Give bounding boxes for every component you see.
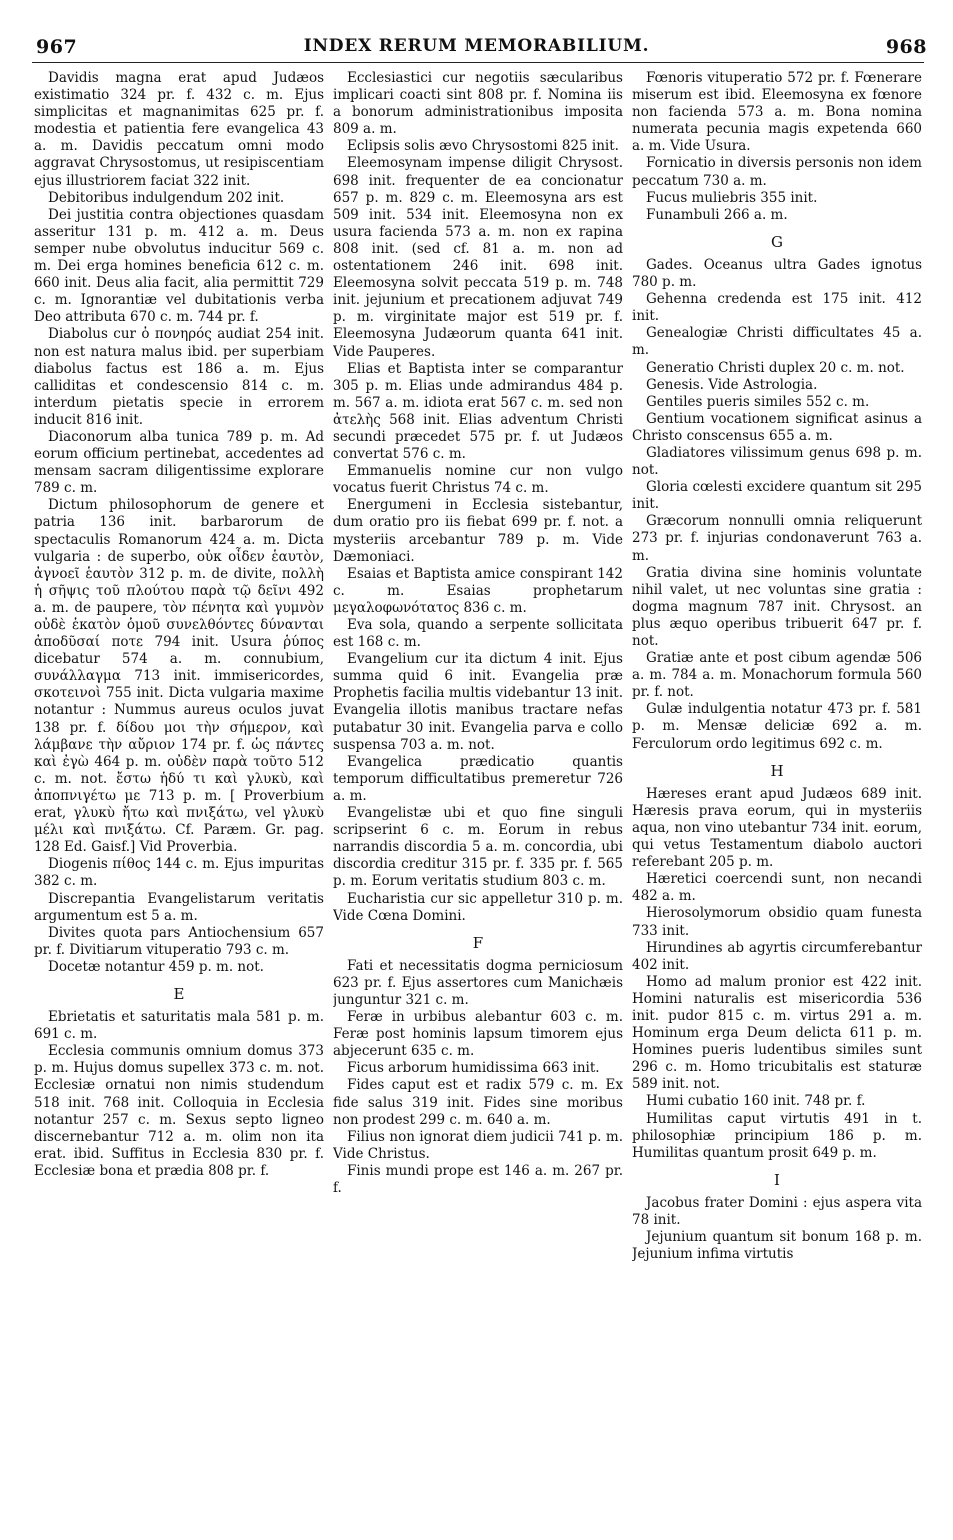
index-entry: Dictum philosophorum de genere et patria 136 init. barbarorum de spectaculis Romanorum 424 a. m. Dicta vulgaria : de superbo, οὐκ οἶδεν ἑαυτὸν, ἀγνοεῖ ἑαυτὸν 312 p. m. de divite, πολλὴ ἡ σῆψις τοῦ πλούτου παρὰ τῷ δεῖνι 492 a. m. de paupere, τὸν πένητα καὶ γυμνὸν οὐδὲ ἑκατὸν ὁμοῦ συνελθόντες δύνανται ἀποδῦσαί ποτε 794 init. Usura ῥύπος dicebatur 574 a. m. connubium, συνάλλαγμα 713 init. immisericordes, σκοτεινοὶ 755 init. Dicta vulgaria maxime notantur : Nummus aureus oculos juvat 138 pr. f. δίδου μοι τὴν σήμερον, καὶ λάμβανε τὴν αὔριον 174 pr. f. ὡς πάντες καὶ ἐγὼ 464 p. m. οὐδὲν παρὰ τοῦτο 512 c. m. not. ἔστω ἡδύ τι καὶ γλυκὺ, καὶ ἀποπνιγέτω με 713 p. m. [ Proverbium erat, γλυκὺ ἤτω καὶ πνιξάτω, vel γλυκὺ μέλι καὶ πνιξάτω. Cf. Paræm. Gr. pag. 128 Ed. Gaisf.] Vid Proverbia. — [34, 497, 324, 856]
index-entry: Esaias et Baptista amice conspirant 142 c. m. Esaias prophetarum μεγαλοφωνότατος 836 c. m. — [333, 565, 623, 616]
index-entry: Elias et Baptista inter se comparantur 305 p. m. Elias unde admirandus 484 p. m. 567 a. m. idiota erat 567 c. m. sed non ἀτελὴς 568 init. Elias adventum Christi secundi præcedet 575 pr. f. ut Judæos convertat 576 c. m. — [333, 360, 623, 463]
index-entry: Hierosolymorum obsidio quam funesta 733 init. — [632, 905, 922, 939]
index-column-1 — [34, 70, 324, 1532]
index-entry: Ficus arborum humidissima 663 init. — [347, 1060, 600, 1077]
index-entry: Diabolus cur ὁ πονηρός audiat 254 init. non est natura malus ibid. per superbiam diabolus factus est 186 a. m. Ejus calliditas et condescensio 814 c. m. interdum pietatis specie in errorem inducit 816 init. — [34, 326, 324, 428]
index-entry: Finis mundi prope est 146 a. m. 267 pr. f. — [333, 1162, 623, 1196]
index-entry: Diogenis πίθος 144 c. m. Ejus impuritas 382 c. m. — [34, 856, 324, 890]
index-entry: Diaconorum alba tunica 789 p. m. Ad eorum officium pertinebat, accedentes ad mensam sacram diligentissime explorare 789 c. m. — [34, 428, 324, 497]
index-entry: Funambuli 266 a. m. — [646, 206, 788, 223]
index-entry: Fœnoris vituperatio 572 pr. f. Fœnerare miserum est ibid. Eleemosyna ex fœnore non facienda 573 a. m. Bona nomina numerata pecunia magis expetenda 660 a. m. Vide Usura. — [632, 70, 922, 155]
index-entry: Fides caput est et radix 579 c. m. Ex fide salus 319 init. Fides sine moribus non prodest 299 c. m. 640 a. m. — [333, 1077, 623, 1128]
index-entry: Evangelica prædicatio quantis temporum difficultatibus premeretur 726 a. m. — [333, 753, 623, 804]
index-entry: Gehenna credenda est 175 init. 412 init. — [632, 291, 922, 325]
index-entry: Gentium vocationem significat asinus a Christo conscensus 655 a. m. — [632, 410, 922, 444]
section-letter: E — [173, 984, 185, 1003]
index-entry: Emmanuelis nomine cur non vulgo vocatus fuerit Christus 74 c. m. — [333, 463, 623, 497]
index-entry: Humi cubatio 160 init. 748 pr. f. — [646, 1093, 866, 1110]
index-entry: Ecclesia communis omnium domus 373 p. m. Hujus domus supellex 373 c. m. not. Ecclesiæ ornatui non nimis studendum 518 init. 768 init. Colloquia in Ecclesia notantur 257 c. m. Sexus septo ligneo discernebantur 712 a. m. olim non ita erat. ibid. Suffitus in Ecclesia 830 pr. f. Ecclesiæ bona et prædia 808 pr. f. — [34, 1043, 324, 1179]
index-entry: Gades. Oceanus ultra Gades ignotus 780 p. m. — [632, 256, 922, 291]
index-entry: Gladiatores vilissimum genus 698 p. m. not. — [632, 444, 922, 479]
index-entry: Eleemosynam impense diligit Chrysost. 698 init. frequenter de ea concionatur 657 p. m. 829 c. m. Eleemosyna ars est 509 init. 534 init. Eleemosyna non ex usura facienda 573 a. m. non ex rapina 808 init. (sed cf. 81 a. m. non ad ostentationem 246 init. 698 init. Eleemosyna solvit peccata 519 p. m. 748 init. jejunium et precationem adjuvat 749 p. m. virginitate major est 519 pr. f. Eleemosyna Judæorum quanta 641 init. Vide Pauperes. — [333, 155, 623, 360]
index-entry: Eclipsis solis ævo Chrysostomi 825 init. — [347, 138, 619, 155]
index-entry: Homo ad malum pronior est 422 init. Homini naturalis est misericordia 536 init. pudor 815 c. m. virtus 291 a. m. Hominum erga Deum delicta 611 p. m. Homines pueris ludentibus similes sunt 296 c. m. Homo tricubitalis est staturæ 589 init. not. — [632, 973, 922, 1093]
index-entry: Fornicatio in diversis personis non idem peccatum 730 a. m. — [632, 155, 922, 189]
index-entry: Eucharistia cur sic appelletur 310 p. m. Vide Cœna Domini. — [333, 890, 623, 924]
header-rule — [32, 62, 924, 63]
index-entry: Discrepantia Evangelistarum veritatis argumentum est 5 a. m. — [34, 890, 324, 924]
index-entry: Jejunium quantum sit bonum 168 p. m. Jejunium infima virtutis — [632, 1229, 922, 1263]
index-entry: Humilitas caput virtutis 491 in t. philosophiæ principium 186 p. m. Humilitas quantum prosit 649 p. m. — [632, 1110, 922, 1161]
index-entry: Hæreses erant apud Judæos 689 init. Hæresis prava eorum, qui in mysteriis aqua, non vino utebantur 734 init. eorum, qui vetus Testamentum diabolo auctori referebant 205 p. m. — [632, 785, 922, 871]
index-entry: Græcorum nonnulli omnia reliquerunt 273 pr. f. injurias condonaverunt 763 a. m. — [632, 513, 922, 564]
index-entry: Gentiles pueris similes 552 c. m. — [646, 393, 870, 410]
section-letter: H — [770, 761, 784, 780]
index-entry: Dei justitia contra objectiones quasdam asseritur 131 p. m. 412 a. m. Deus semper nube obvolutus inducitur 569 c. m. Dei erga homines beneficia 612 c. m. 660 init. Deus alia facit, alia permittit 729 c. m. Ignorantiæ vel dubitationis verba Deo attributa 670 c. m. 744 pr. f. — [34, 206, 324, 326]
section-letter: F — [472, 933, 484, 952]
index-entry: Divites quota pars Antiochensium 657 pr. f. Divitiarum vituperatio 793 c. m. — [34, 924, 324, 958]
index-entry: Gratia divina sine hominis voluntate nihil valet, ut nec voluntas sine gratia : dogma magnum 787 init. Chrysost. an plus æquo operibus tribuerit 647 pr. f. not. — [632, 564, 922, 649]
index-entry: Genealogiæ Christi difficultates 45 a. m. — [632, 325, 922, 359]
index-entry: Generatio Christi duplex 20 c. m. not. — [646, 359, 905, 376]
index-entry: Docetæ notantur 459 p. m. not. — [48, 958, 264, 975]
index-entry: Gulæ indulgentia notatur 473 pr. f. 581 p. m. Mensæ deliciæ 692 a. m. Ferculorum ordo legitimus 692 c. m. — [632, 701, 922, 752]
index-entry: Hæretici coercendi sunt, non necandi 482 a. m. — [632, 871, 922, 905]
index-column-3 — [632, 70, 922, 1532]
section-letter: G — [771, 232, 783, 251]
index-entry: Filius non ignorat diem judicii 741 p. m. Vide Christus. — [333, 1128, 623, 1162]
index-entry: Hirundines ab agyrtis circumferebantur 402 init. — [632, 939, 922, 973]
index-entry: Gloria cœlesti excidere quantum sit 295 init. — [632, 479, 922, 513]
index-entry: Fucus muliebris 355 init. — [646, 189, 818, 206]
index-entry: Gratiæ ante et post cibum agendæ 506 a. m. 784 a. m. Monachorum formula 560 pr. f. not. — [632, 650, 922, 701]
index-entry: Jacobus frater Domini : ejus aspera vita 78 init. — [632, 1194, 922, 1228]
index-entry: Ecclesiastici cur negotiis sæcularibus implicari coacti sint 808 pr. f. Nomina iis a bonorum administrationibus imposita 809 a. m. — [333, 70, 623, 138]
index-entry: Genesis. Vide Astrologia. — [646, 376, 818, 393]
index-columns — [34, 70, 922, 1532]
index-entry: Ebrietatis et saturitatis mala 581 p. m. 691 c. m. — [34, 1009, 324, 1043]
index-entry: Evangelistæ ubi et quo fine singuli scripserint 6 c. m. Eorum in rebus narrandis discordia 5 a. m. concordia, ubi discordia creditur 315 pr. f. 335 pr. f. 565 p. m. Eorum veritatis studium 803 c. m. — [333, 805, 623, 890]
index-entry: Feræ in urbibus alebantur 603 c. m. Feræ post hominis lapsum timorem ejus abjecerunt 635 c. m. — [333, 1009, 623, 1060]
index-entry: Davidis magna erat apud Judæos existimatio 324 pr. f. 432 c. m. Ejus simplicitas et magnanimitas 625 pr. f. modestia et patientia fere evangelica 43 a. m. Davidis peccatum omni modo aggravat Chrysostomus, ut resipiscentiam ejus illustriorem faciat 322 init. — [34, 70, 324, 189]
right-page-number: 968 — [885, 36, 927, 58]
index-entry: Eva sola, quando a serpente sollicitata est 168 c. m. — [333, 617, 623, 651]
page-header — [0, 36, 953, 60]
index-entry: Evangelium cur ita dictum 4 init. Ejus summa quid 6 init. Evangelia præ Prophetis facilia multis videbantur 13 init. Evangelia illotis manibus tractare nefas putabatur 30 init. Evangelia parva e collo suspensa 703 a. m. not. — [333, 651, 623, 753]
running-title: INDEX RERUM MEMORABILIUM. — [303, 36, 650, 56]
section-letter: I — [774, 1170, 780, 1189]
index-entry: Energumeni in Ecclesia sistebantur, dum oratio pro iis fiebat 699 pr. f. not. a mysteriis arcebantur 789 p. m. Vide Dæmoniaci. — [333, 497, 623, 565]
index-entry: Debitoribus indulgendum 202 init. — [48, 189, 285, 206]
left-page-number: 967 — [36, 36, 78, 58]
index-column-2 — [333, 70, 623, 1532]
index-entry: Fati et necessitatis dogma perniciosum 623 pr. f. Ejus assertores cum Manichæis junguntur 321 c. m. — [333, 957, 623, 1008]
